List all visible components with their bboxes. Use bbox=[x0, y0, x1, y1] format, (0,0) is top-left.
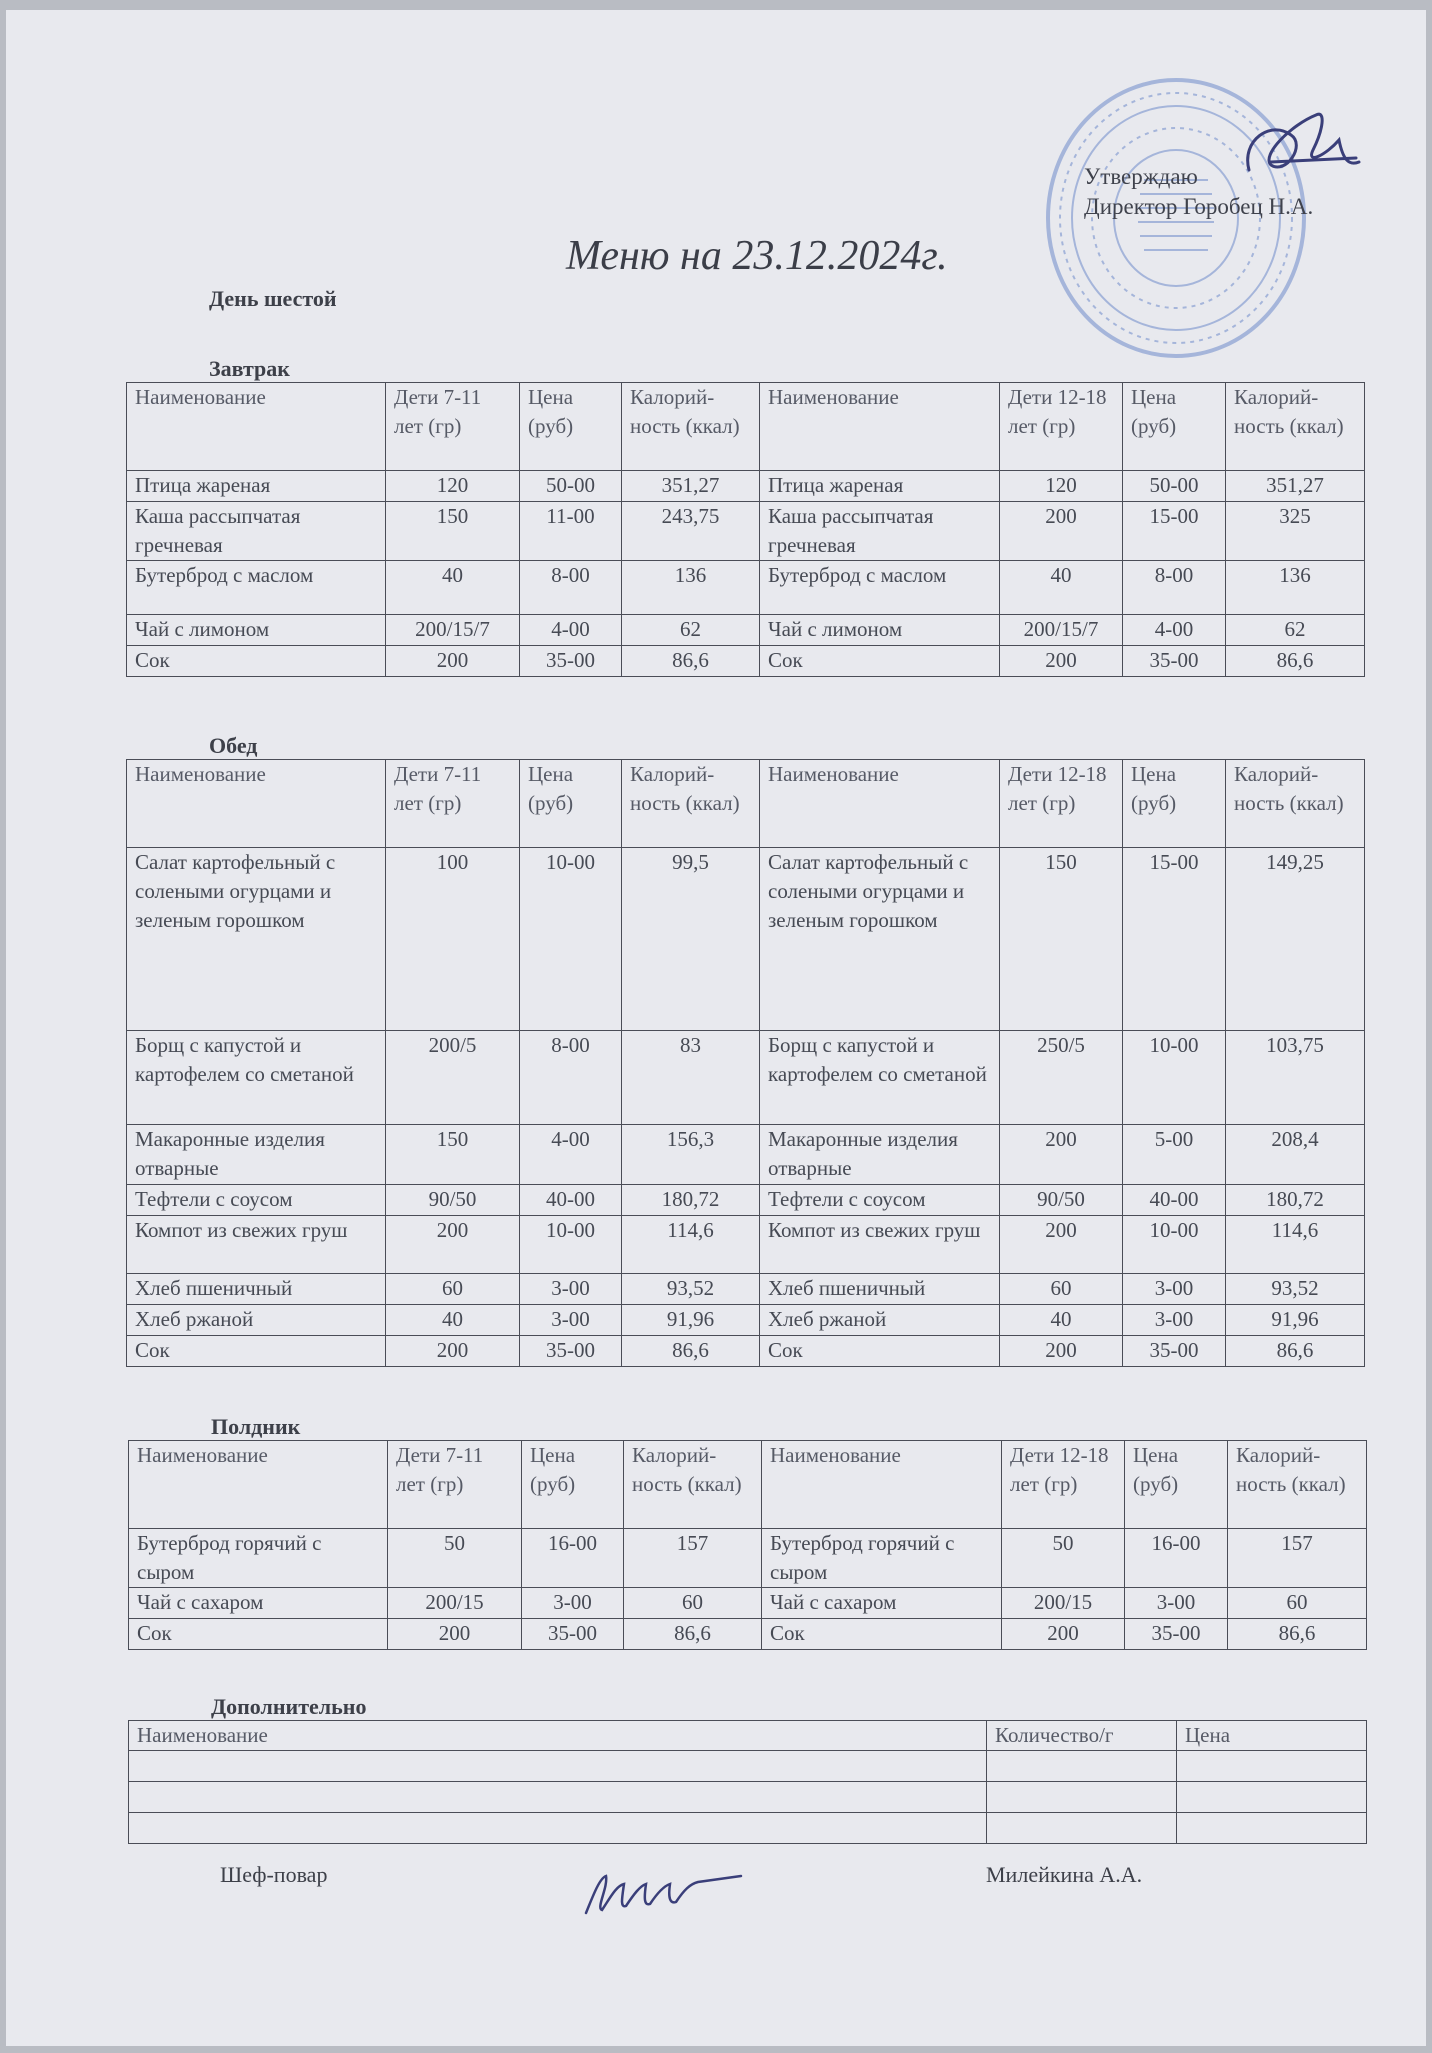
dish-name-cell: Птица жареная bbox=[760, 471, 1000, 502]
value-cell: 50-00 bbox=[520, 471, 622, 502]
value-cell: 90/50 bbox=[1000, 1185, 1123, 1216]
value-cell: 4-00 bbox=[520, 615, 622, 646]
menu-row bbox=[127, 1031, 1365, 1125]
page-title: Меню на 23.12.2024г. bbox=[566, 233, 948, 279]
column-header: Наименование bbox=[762, 1441, 1002, 1529]
value-cell: 93,52 bbox=[1226, 1274, 1365, 1305]
menu-row bbox=[127, 1336, 1365, 1367]
value-cell: 99,5 bbox=[622, 848, 760, 1031]
empty-cell bbox=[1177, 1813, 1367, 1844]
menu-row bbox=[127, 471, 1365, 502]
value-cell: 10-00 bbox=[520, 1216, 622, 1274]
dish-name-cell: Сок bbox=[127, 646, 386, 677]
dish-name-cell: Макаронные изделия отварные bbox=[127, 1125, 386, 1185]
value-cell: 11-00 bbox=[520, 502, 622, 561]
value-cell: 5-00 bbox=[1123, 1125, 1226, 1185]
extra-header-qty: Количество/г bbox=[987, 1721, 1177, 1751]
value-cell: 15-00 bbox=[1123, 502, 1226, 561]
empty-cell bbox=[1177, 1751, 1367, 1782]
column-header: Дети 7-11 лет (гр) bbox=[386, 383, 520, 471]
value-cell: 200 bbox=[386, 646, 520, 677]
menu-row bbox=[127, 615, 1365, 646]
value-cell: 40 bbox=[386, 561, 520, 615]
dish-name-cell: Каша рассыпчатая гречневая bbox=[127, 502, 386, 561]
menu-sheet bbox=[6, 10, 1426, 2046]
value-cell: 60 bbox=[386, 1274, 520, 1305]
dish-name-cell: Бутерброд с маслом bbox=[127, 561, 386, 615]
value-cell: 157 bbox=[1228, 1529, 1367, 1588]
value-cell: 149,25 bbox=[1226, 848, 1365, 1031]
empty-cell bbox=[129, 1782, 987, 1813]
dish-name-cell: Макаронные изделия отварные bbox=[760, 1125, 1000, 1185]
value-cell: 8-00 bbox=[520, 561, 622, 615]
breakfast-header-row bbox=[127, 383, 1365, 471]
value-cell: 3-00 bbox=[1123, 1274, 1226, 1305]
dish-name-cell: Хлеб пшеничный bbox=[127, 1274, 386, 1305]
value-cell: 200 bbox=[388, 1619, 522, 1650]
menu-row bbox=[127, 1305, 1365, 1336]
value-cell: 100 bbox=[386, 848, 520, 1031]
chef-signature-icon bbox=[566, 1858, 746, 1928]
value-cell: 136 bbox=[622, 561, 760, 615]
value-cell: 180,72 bbox=[622, 1185, 760, 1216]
column-header: Калорий-ность (ккал) bbox=[1228, 1441, 1367, 1529]
dish-name-cell: Тефтели с соусом bbox=[127, 1185, 386, 1216]
value-cell: 200 bbox=[1000, 502, 1123, 561]
value-cell: 150 bbox=[386, 502, 520, 561]
value-cell: 243,75 bbox=[622, 502, 760, 561]
dish-name-cell: Птица жареная bbox=[127, 471, 386, 502]
column-header: Калорий-ность (ккал) bbox=[1226, 760, 1365, 848]
snack-table bbox=[128, 1440, 1367, 1650]
extra-empty-row bbox=[129, 1782, 1367, 1813]
value-cell: 60 bbox=[624, 1588, 762, 1619]
chef-name: Милейкина А.А. bbox=[986, 1862, 1143, 1887]
value-cell: 150 bbox=[386, 1125, 520, 1185]
extra-header-price: Цена bbox=[1177, 1721, 1367, 1751]
value-cell: 136 bbox=[1226, 561, 1365, 615]
value-cell: 200/15/7 bbox=[386, 615, 520, 646]
dish-name-cell: Сок bbox=[760, 1336, 1000, 1367]
value-cell: 3-00 bbox=[520, 1274, 622, 1305]
value-cell: 3-00 bbox=[520, 1305, 622, 1336]
value-cell: 35-00 bbox=[1123, 1336, 1226, 1367]
empty-cell bbox=[987, 1813, 1177, 1844]
value-cell: 16-00 bbox=[1125, 1529, 1228, 1588]
extra-empty-row bbox=[129, 1813, 1367, 1844]
director-signature-icon bbox=[1231, 100, 1361, 200]
value-cell: 156,3 bbox=[622, 1125, 760, 1185]
value-cell: 35-00 bbox=[520, 646, 622, 677]
value-cell: 3-00 bbox=[522, 1588, 624, 1619]
column-header: Цена (руб) bbox=[520, 383, 622, 471]
value-cell: 60 bbox=[1228, 1588, 1367, 1619]
value-cell: 200 bbox=[1000, 1336, 1123, 1367]
dish-name-cell: Сок bbox=[129, 1619, 388, 1650]
value-cell: 86,6 bbox=[1228, 1619, 1367, 1650]
value-cell: 86,6 bbox=[622, 646, 760, 677]
value-cell: 8-00 bbox=[520, 1031, 622, 1125]
value-cell: 157 bbox=[624, 1529, 762, 1588]
empty-cell bbox=[129, 1751, 987, 1782]
dish-name-cell: Компот из свежих груш bbox=[760, 1216, 1000, 1274]
extra-label: Дополнительно bbox=[211, 1694, 367, 1719]
snack-label: Полдник bbox=[211, 1414, 301, 1439]
value-cell: 35-00 bbox=[1123, 646, 1226, 677]
value-cell: 208,4 bbox=[1226, 1125, 1365, 1185]
value-cell: 35-00 bbox=[520, 1336, 622, 1367]
value-cell: 50 bbox=[388, 1529, 522, 1588]
value-cell: 10-00 bbox=[1123, 1031, 1226, 1125]
dish-name-cell: Сок bbox=[760, 646, 1000, 677]
value-cell: 200 bbox=[1000, 646, 1123, 677]
snack-header-row bbox=[129, 1441, 1367, 1529]
value-cell: 62 bbox=[1226, 615, 1365, 646]
column-header: Дети 12-18 лет (гр) bbox=[1000, 760, 1123, 848]
approval-line1: Утверждаю bbox=[1084, 164, 1198, 189]
menu-row bbox=[127, 1125, 1365, 1185]
column-header: Цена (руб) bbox=[520, 760, 622, 848]
menu-row bbox=[127, 1216, 1365, 1274]
value-cell: 40 bbox=[1000, 561, 1123, 615]
dish-name-cell: Сок bbox=[762, 1619, 1002, 1650]
value-cell: 93,52 bbox=[622, 1274, 760, 1305]
value-cell: 83 bbox=[622, 1031, 760, 1125]
value-cell: 200 bbox=[386, 1336, 520, 1367]
column-header: Калорий-ность (ккал) bbox=[622, 383, 760, 471]
dish-name-cell: Борщ с капустой и картофелем со сметаной bbox=[760, 1031, 1000, 1125]
dish-name-cell: Чай с лимоном bbox=[760, 615, 1000, 646]
value-cell: 50-00 bbox=[1123, 471, 1226, 502]
menu-row bbox=[127, 561, 1365, 615]
column-header: Дети 12-18 лет (гр) bbox=[1002, 1441, 1125, 1529]
value-cell: 200 bbox=[386, 1216, 520, 1274]
value-cell: 200 bbox=[1002, 1619, 1125, 1650]
column-header: Цена (руб) bbox=[1123, 760, 1226, 848]
day-label: День шестой bbox=[209, 286, 337, 311]
value-cell: 8-00 bbox=[1123, 561, 1226, 615]
extra-empty-row bbox=[129, 1751, 1367, 1782]
value-cell: 3-00 bbox=[1123, 1305, 1226, 1336]
extra-header-row bbox=[129, 1721, 1367, 1751]
column-header: Наименование bbox=[760, 383, 1000, 471]
value-cell: 86,6 bbox=[1226, 646, 1365, 677]
value-cell: 40 bbox=[1000, 1305, 1123, 1336]
value-cell: 351,27 bbox=[622, 471, 760, 502]
empty-cell bbox=[987, 1751, 1177, 1782]
value-cell: 325 bbox=[1226, 502, 1365, 561]
menu-row bbox=[129, 1619, 1367, 1650]
menu-row bbox=[127, 1185, 1365, 1216]
dish-name-cell: Чай с сахаром bbox=[129, 1588, 388, 1619]
extra-header-name: Наименование bbox=[129, 1721, 987, 1751]
value-cell: 351,27 bbox=[1226, 471, 1365, 502]
column-header: Наименование bbox=[127, 383, 386, 471]
column-header: Наименование bbox=[127, 760, 386, 848]
dish-name-cell: Хлеб ржаной bbox=[127, 1305, 386, 1336]
dish-name-cell: Сок bbox=[127, 1336, 386, 1367]
column-header: Дети 7-11 лет (гр) bbox=[386, 760, 520, 848]
dish-name-cell: Салат картофельный с солеными огурцами и зеленым горошком bbox=[760, 848, 1000, 1031]
column-header: Дети 12-18 лет (гр) bbox=[1000, 383, 1123, 471]
value-cell: 114,6 bbox=[1226, 1216, 1365, 1274]
value-cell: 4-00 bbox=[1123, 615, 1226, 646]
value-cell: 50 bbox=[1002, 1529, 1125, 1588]
empty-cell bbox=[1177, 1782, 1367, 1813]
dish-name-cell: Салат картофельный с солеными огурцами и зеленым горошком bbox=[127, 848, 386, 1031]
column-header: Цена (руб) bbox=[1123, 383, 1226, 471]
value-cell: 86,6 bbox=[1226, 1336, 1365, 1367]
dish-name-cell: Бутерброд с маслом bbox=[760, 561, 1000, 615]
extra-table bbox=[128, 1720, 1367, 1844]
column-header: Цена (руб) bbox=[1125, 1441, 1228, 1529]
value-cell: 16-00 bbox=[522, 1529, 624, 1588]
dish-name-cell: Компот из свежих груш bbox=[127, 1216, 386, 1274]
value-cell: 10-00 bbox=[1123, 1216, 1226, 1274]
value-cell: 200 bbox=[1000, 1125, 1123, 1185]
lunch-table bbox=[126, 759, 1365, 1367]
value-cell: 91,96 bbox=[622, 1305, 760, 1336]
value-cell: 150 bbox=[1000, 848, 1123, 1031]
value-cell: 35-00 bbox=[1125, 1619, 1228, 1650]
dish-name-cell: Чай с сахаром bbox=[762, 1588, 1002, 1619]
menu-row bbox=[129, 1529, 1367, 1588]
value-cell: 3-00 bbox=[1125, 1588, 1228, 1619]
value-cell: 60 bbox=[1000, 1274, 1123, 1305]
value-cell: 86,6 bbox=[624, 1619, 762, 1650]
approval-line2: Директор Горобец Н.А. bbox=[1084, 194, 1314, 219]
value-cell: 200/15 bbox=[388, 1588, 522, 1619]
dish-name-cell: Хлеб пшеничный bbox=[760, 1274, 1000, 1305]
empty-cell bbox=[987, 1782, 1177, 1813]
dish-name-cell: Тефтели с соусом bbox=[760, 1185, 1000, 1216]
dish-name-cell: Чай с лимоном bbox=[127, 615, 386, 646]
breakfast-table bbox=[126, 382, 1365, 677]
value-cell: 62 bbox=[622, 615, 760, 646]
value-cell: 250/5 bbox=[1000, 1031, 1123, 1125]
menu-row bbox=[129, 1588, 1367, 1619]
column-header: Калорий-ность (ккал) bbox=[622, 760, 760, 848]
menu-row bbox=[127, 848, 1365, 1031]
empty-cell bbox=[129, 1813, 987, 1844]
value-cell: 40-00 bbox=[1123, 1185, 1226, 1216]
breakfast-label: Завтрак bbox=[209, 356, 290, 381]
dish-name-cell: Борщ с капустой и картофелем со сметаной bbox=[127, 1031, 386, 1125]
value-cell: 200 bbox=[1000, 1216, 1123, 1274]
menu-row bbox=[127, 646, 1365, 677]
lunch-header-row bbox=[127, 760, 1365, 848]
value-cell: 180,72 bbox=[1226, 1185, 1365, 1216]
value-cell: 35-00 bbox=[522, 1619, 624, 1650]
column-header: Цена (руб) bbox=[522, 1441, 624, 1529]
value-cell: 200/15 bbox=[1002, 1588, 1125, 1619]
lunch-label: Обед bbox=[209, 733, 258, 758]
menu-row bbox=[127, 1274, 1365, 1305]
value-cell: 10-00 bbox=[520, 848, 622, 1031]
dish-name-cell: Бутерброд горячий с сыром bbox=[762, 1529, 1002, 1588]
value-cell: 86,6 bbox=[622, 1336, 760, 1367]
dish-name-cell: Каша рассыпчатая гречневая bbox=[760, 502, 1000, 561]
column-header: Калорий-ность (ккал) bbox=[624, 1441, 762, 1529]
value-cell: 114,6 bbox=[622, 1216, 760, 1274]
value-cell: 40-00 bbox=[520, 1185, 622, 1216]
menu-row bbox=[127, 502, 1365, 561]
dish-name-cell: Хлеб ржаной bbox=[760, 1305, 1000, 1336]
column-header: Наименование bbox=[129, 1441, 388, 1529]
value-cell: 90/50 bbox=[386, 1185, 520, 1216]
value-cell: 120 bbox=[1000, 471, 1123, 502]
chef-role: Шеф-повар bbox=[220, 1862, 328, 1887]
value-cell: 4-00 bbox=[520, 1125, 622, 1185]
value-cell: 200/5 bbox=[386, 1031, 520, 1125]
value-cell: 200/15/7 bbox=[1000, 615, 1123, 646]
value-cell: 91,96 bbox=[1226, 1305, 1365, 1336]
dish-name-cell: Бутерброд горячий с сыром bbox=[129, 1529, 388, 1588]
column-header: Дети 7-11 лет (гр) bbox=[388, 1441, 522, 1529]
value-cell: 15-00 bbox=[1123, 848, 1226, 1031]
column-header: Калорий-ность (ккал) bbox=[1226, 383, 1365, 471]
value-cell: 120 bbox=[386, 471, 520, 502]
column-header: Наименование bbox=[760, 760, 1000, 848]
value-cell: 103,75 bbox=[1226, 1031, 1365, 1125]
value-cell: 40 bbox=[386, 1305, 520, 1336]
